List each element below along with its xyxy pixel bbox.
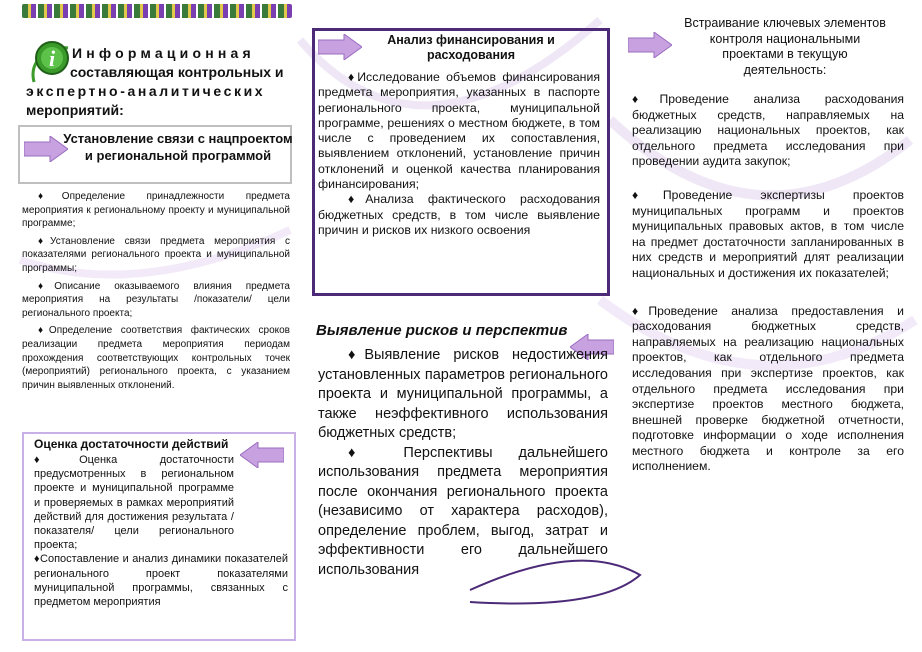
list-item: ♦Выявление рисков недостижения установленных параметров регионального проекта и муниципальной программы, а также неэффективного использования бюджетных средств; xyxy=(318,347,608,441)
list-item: ♦Анализа фактического расходования бюджетных средств, в том числе выявление причин и рисков их низкого освоения xyxy=(318,192,600,237)
list-item: ♦Описание оказываемого влияния предмета мероприятия на результаты /показатели/ цели регионального проекта; xyxy=(22,280,290,319)
info-title-line-1: Информационная xyxy=(72,45,255,61)
list-item: ♦Проведение экспертизы проектов муниципальных программ и проектов муниципальных правовых актов, в том числе на предмет достаточности запланированных в них средств и мероприятий длят реализации национальных и достижения их показателей; xyxy=(632,187,904,280)
embedding-list xyxy=(632,92,904,487)
section-title-sufficiency: Оценка достаточности действий xyxy=(34,437,229,451)
info-title-line-3: экспертно-аналитических xyxy=(26,83,266,99)
list-item: ♦Оценка достаточности предусмотренных в региональном проекте и муниципальной программе и проверяемых в рамках мероприятий действий для достижения результата /показателя/ цели регионального проекта; xyxy=(34,454,234,552)
info-i-icon xyxy=(28,36,74,88)
section-title-risks: Выявление рисков и перспектив xyxy=(316,322,568,339)
list-item: ♦Установление связи предмета мероприятия с показателями регионального проекта и муниципальной программы; xyxy=(22,235,290,274)
info-title-line-2: составляющая контрольных и xyxy=(70,64,284,80)
financing-list xyxy=(318,70,600,238)
right-arrow-icon xyxy=(628,32,672,58)
list-item: ♦Определение соответствия фактических сроков реализации предмета мероприятия периодам прохождения соответствующих контрольных точек (мероприятий) регионального проекта, с указанием причин выявленных отклонений. xyxy=(22,325,290,391)
list-item: ♦Сопоставление и анализ динамики показателей регионального проект показателями муниципальной программы, связанных с предметом мероприятия xyxy=(34,553,288,609)
list-item: ♦ Перспективы дальнейшего использования предмета мероприятия после окончания регионального проекта (независимо от характера расходов), определение проблем, выгод, затрат и эффективности его дальнейшего использования xyxy=(318,444,608,578)
info-title-line-4: мероприятий: xyxy=(26,102,124,118)
section-title-link: Установление связи с нацпроектом и региональной программой xyxy=(63,131,293,163)
left-list xyxy=(22,190,290,396)
section-title-embedding: Встраивание ключевых элементов контроля национальными проектами в текущую деятельность: xyxy=(684,16,886,77)
sufficiency-list xyxy=(34,453,288,609)
risks-list xyxy=(318,346,608,580)
section-title-financing: Анализ финансирования и расходования xyxy=(387,33,555,62)
list-item: ♦Исследование объемов финансирования предмета мероприятия, указанных в паспорте регионального проекта, муниципальной программе, решениях о местном бюджете, в том числе с проведением их сопоставления, выявлением отклонений, установление причин отклонений и оценкой качества планирования финансирования; xyxy=(318,70,600,192)
svg-text:i: i xyxy=(48,46,56,71)
info-title xyxy=(26,44,298,120)
list-item: ♦Определение принадлежности предмета мероприятия к региональному проекту и муниципальной программе; xyxy=(22,191,290,230)
decorative-border xyxy=(22,4,292,18)
list-item: ♦Проведение анализа расходования бюджетных средств, направляемых на реализацию национальных проектов, как отдельного предмета исследования при проведении аудита закупок; xyxy=(632,92,904,169)
list-item: ♦Проведение анализа предоставления и расходования бюджетных средств, направляемых на реализацию национальных проектов, как отдельного предмета исследования при экспертизе проектов, как отдельного предмета исследования при экспертизе проектов местного бюджета, внешней проверке бюджетной отчетности, подготовке информации о ходе исполнения местного бюджета и контроле за его исполнением. xyxy=(632,303,904,474)
